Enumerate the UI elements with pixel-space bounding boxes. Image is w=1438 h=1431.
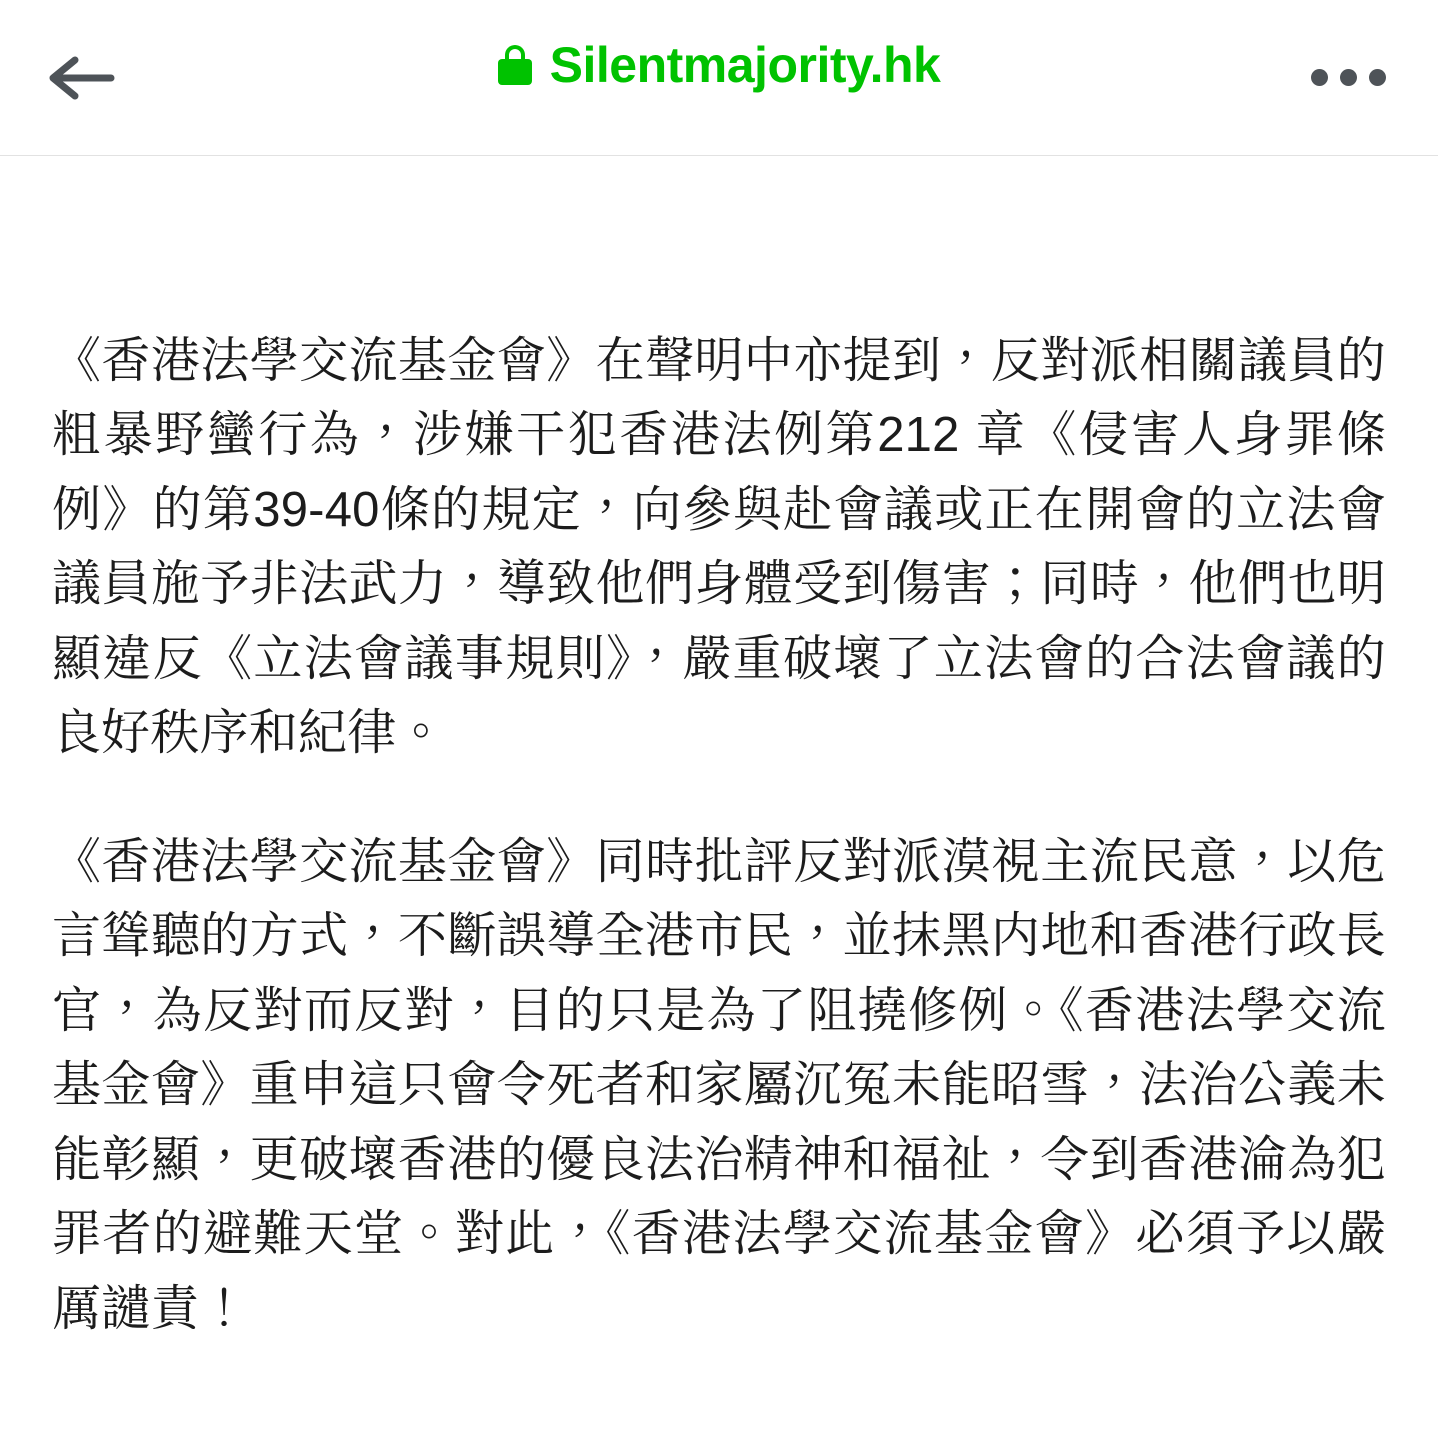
address-title-group (0, 37, 1438, 93)
site-title: Silentmajority.hk (549, 37, 941, 93)
browser-top-bar (0, 0, 1438, 156)
article-content (0, 156, 1438, 1346)
more-options-icon (1311, 69, 1386, 86)
back-arrow-icon (45, 54, 117, 102)
more-options-button[interactable] (1298, 52, 1398, 102)
back-button[interactable] (42, 44, 120, 112)
lock-icon (498, 45, 532, 85)
article-paragraph: 《香港法學交流基金會》同時批評反對派漠視主流民意，以危言聳聽的方式，不斷誤導全港市民，並抹黑内地和香港行政長官，為反對而反對，目的只是為了阻撓修例。《香港法學交流基金會》重申這只會令死者和家屬沉冤未能昭雪，法治公義未能彰顯，更破壞香港的優良法治精神和福祉，令到香港淪為犯罪者的避難天堂。對此，《香港法學交流基金會》必須予以嚴厲譴責！ (52, 834, 1386, 1336)
article-paragraph: 《香港法學交流基金會》在聲明中亦提到，反對派相關議員的粗暴野蠻行為，涉嫌干犯香港法例第212 章《侵害人身罪條例》的第39-40條的規定，向參與赴會議或正在開會的立法會議員施予非法武力，導致他們身體受到傷害；同時，他們也明顯違反《立法會議事規則》，嚴重破壞了立法會的合法會議的良好秩序和紀律。 (52, 334, 1386, 761)
